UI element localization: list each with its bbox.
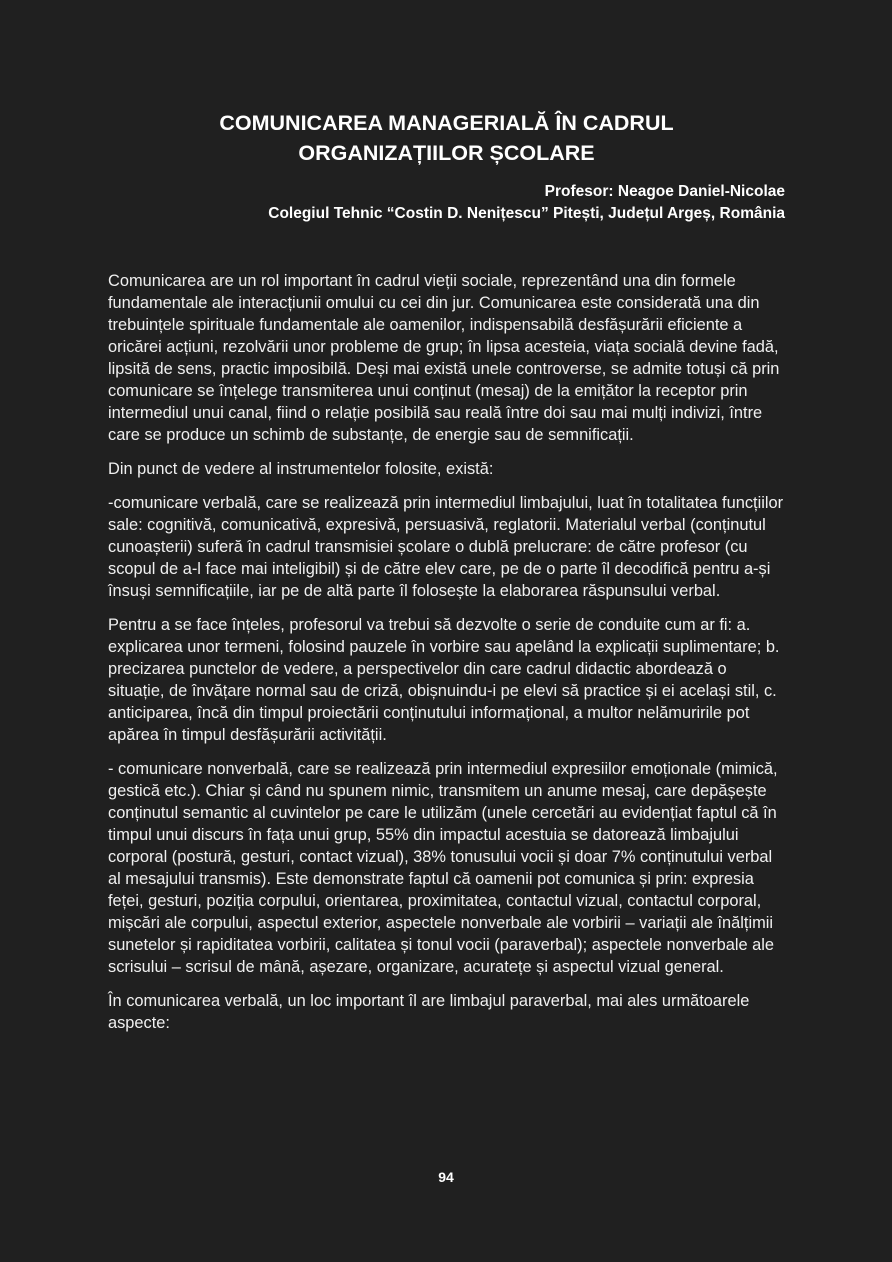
author-line: Profesor: Neagoe Daniel-Nicolae xyxy=(544,183,785,200)
page-number: 94 xyxy=(438,1169,454,1185)
paragraph: Pentru a se face înțeles, profesorul va trebui să dezvolte o serie de conduite cum ar fi: a. explicarea unor termeni, folosind pauzele în vorbire sau apelând la explicații suplimentare; b. precizarea punctelor de vedere, a perspectivelor din care cadrul didactic abordează o situație, de învățare normal sau de criză, obișnuindu-i pe elevi să practice și ei același stil, c. anticiparea, încă din timpul proiectării conținutului informațional, a multor nelămuririle pot apărea în timpul desfășurării activității. xyxy=(108,616,780,744)
title-line-2: ORGANIZAȚIILOR ȘCOLARE xyxy=(298,141,595,165)
page-title xyxy=(108,108,785,168)
paragraph: În comunicarea verbală, un loc important îl are limbajul paraverbal, mai ales următoarele aspecte: xyxy=(108,992,750,1032)
institution-line: Colegiul Tehnic “Costin D. Nenițescu” Pitești, Județul Argeș, România xyxy=(268,205,785,222)
paragraph: Comunicarea are un rol important în cadrul vieții sociale, reprezentând una din formele fundamentale ale interacțiunii omului cu cei din jur. Comunicarea este considerată una din trebuințele spirituale fundamentale ale oamenilor, indispensabilă desfășurării eficiente a oricărei acțiuni, rezolvării unor probleme de grup; în lipsa acesteia, viața socială devine fadă, lipsită de sens, practic imposibilă. Deși mai există unele controverse, se admite totuși că prin comunicare se înțelege transmiterea unui conținut (mesaj) de la emițător la receptor prin intermediul unui canal, fiind o relație posibilă sau reală între doi sau mai mulți indivizi, între care se produce un schimb de substanțe, de energie sau de semnificații. xyxy=(108,272,780,444)
article-body xyxy=(108,270,786,1046)
title-line-1: COMUNICAREA MANAGERIALĂ ÎN CADRUL xyxy=(219,111,674,135)
author-block xyxy=(268,181,785,225)
paragraph: Din punct de vedere al instrumentelor folosite, există: xyxy=(108,460,494,478)
paragraph: -comunicare verbală, care se realizează prin intermediul limbajului, luat în totalitatea funcțiilor sale: cognitivă, comunicativă, expresivă, persuasivă, reglatorii. Materialul verbal (conținutul cunoașterii) suferă în cadrul transmisiei școlare o dublă prelucrare: de către profesor (cu scopul de a-l face mai inteligibil) și de către elev care, pe de o parte îl decodifică pentru a-și însuși semnificațiile, iar pe de altă parte îl folosește la elaborarea răspunsului verbal. xyxy=(108,494,784,600)
paragraph: - comunicare nonverbală, care se realizează prin intermediul expresiilor emoționale (mimică, gestică etc.). Chiar și când nu spunem nimic, transmitem un anume mesaj, care depășește conținutul semantic al cuvintelor pe care le utilizăm (unele cercetări au evidențiat faptul că în timpul unui discurs în fața unui grup, 55% din impactul acestuia se datorează limbajului corporal (postură, gesturi, contact vizual), 38% tonusului vocii și doar 7% conținutului verbal al mesajului transmis). Este demonstrate faptul că oamenii pot comunica și prin: expresia feței, gesturi, poziția corpului, orientarea, proximitatea, contactul vizual, contactul corporal, mișcări ale corpului, aspectul exterior, aspectele nonverbale ale vorbirii – variații ale înălțimii sunetelor și rapiditatea vorbirii, calitatea și tonul vocii (paraverbal); aspectele nonverbale ale scrisului – scrisul de mână, așezare, organizare, acuratețe și aspectul vizual general. xyxy=(108,760,778,976)
